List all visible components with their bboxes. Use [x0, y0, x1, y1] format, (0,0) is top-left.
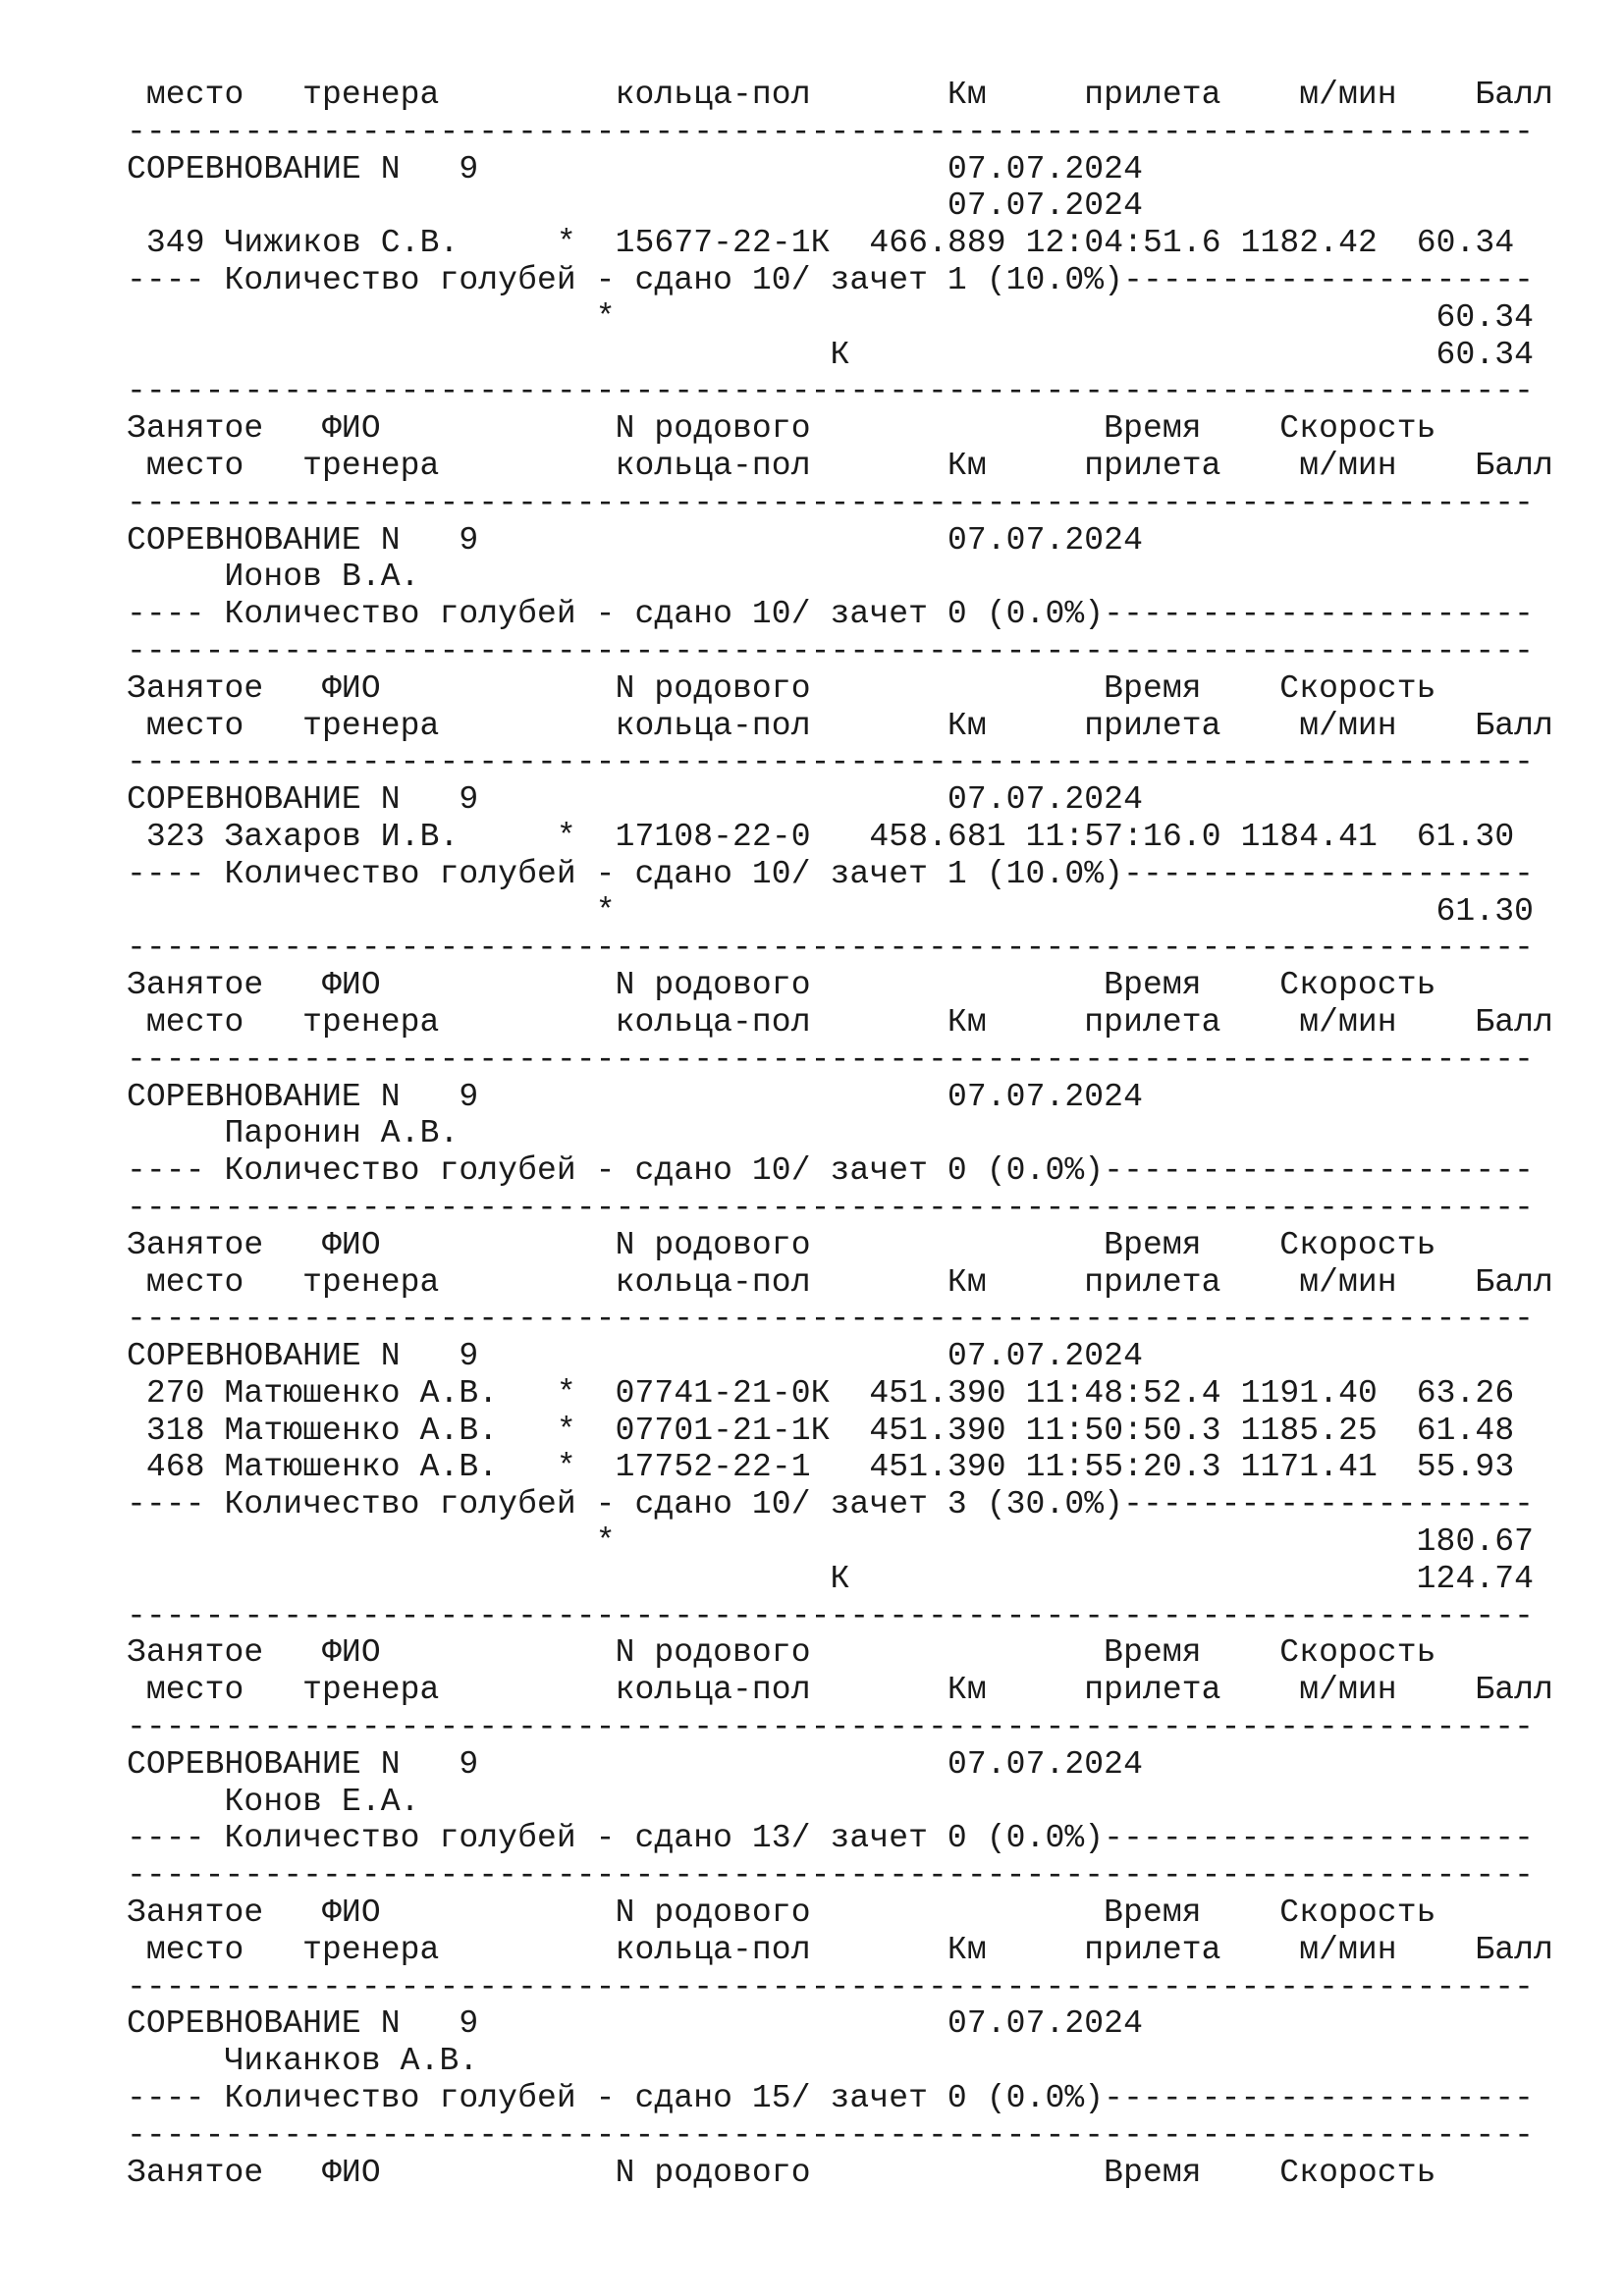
trainer-name: Чижиков С.В.	[224, 225, 460, 262]
competition-title: СОРЕВНОВАНИЕ N 9	[127, 150, 479, 187]
summary-line: ---- Количество голубей - сдано 10/ зачет 0 (0.0%)----------------------	[127, 596, 1535, 633]
competition-date: 07.07.2024	[947, 1078, 1143, 1115]
summary-line: ---- Количество голубей - сдано 10/ зачет 1 (10.0%)---------------------	[127, 855, 1535, 892]
total-line	[127, 337, 1550, 374]
trainer-name: Конов Е.А.	[224, 1783, 420, 1820]
column-header-row-2: место тренера кольца-пол Км прилета м/мин Балл	[127, 1003, 1553, 1041]
column-header-row-2: место тренера кольца-пол Км прилета м/мин Балл	[127, 707, 1553, 744]
ring-number: 17752-22-1	[615, 1449, 811, 1486]
summary-line: ---- Количество голубей - сдано 10/ зачет 1 (10.0%)---------------------	[127, 261, 1535, 298]
score: 60.34	[1416, 225, 1515, 262]
column-header-row-2: место тренера кольца-пол Км прилета м/мин Балл	[127, 1263, 1553, 1301]
rule-line: ------------------------------------------------------------------------	[127, 373, 1535, 410]
competition-line	[127, 2005, 1550, 2043]
rule-line: ------------------------------------------------------------------------	[127, 2116, 1535, 2154]
ring-number: 15677-22-1К	[615, 225, 831, 262]
total-label: К	[830, 336, 850, 373]
distance-km: 466.889	[869, 225, 1006, 262]
competition-line	[127, 1079, 1550, 1116]
competition-date: 07.07.2024	[947, 2005, 1143, 2043]
total-label: *	[595, 298, 616, 336]
result-row	[127, 819, 1550, 856]
speed: 1171.41	[1240, 1449, 1378, 1486]
column-header-row-2: место тренера кольца-пол Км прилета м/мин Балл	[127, 447, 1553, 484]
column-header-row-2: место тренера кольца-пол Км прилета м/мин Балл	[127, 1931, 1553, 1968]
place: 270	[145, 1374, 205, 1412]
rule-line: ------------------------------------------------------------------------	[127, 744, 1535, 781]
total-label: *	[595, 892, 616, 930]
trainer-name-line	[127, 559, 1550, 596]
rule-line: ------------------------------------------------------------------------	[127, 1189, 1535, 1226]
rule-line: ------------------------------------------------------------------------	[127, 1301, 1535, 1338]
total-line	[127, 299, 1550, 337]
place: 468	[145, 1449, 205, 1486]
competition-title: СОРЕВНОВАНИЕ N 9	[127, 1745, 479, 1783]
rule-line: ------------------------------------------------------------------------	[127, 1857, 1535, 1895]
competition-date: 07.07.2024	[947, 781, 1143, 819]
column-header-row-1: Занятое ФИО N родового Время Скорость	[127, 410, 1436, 448]
score: 61.48	[1416, 1412, 1515, 1449]
result-row	[127, 1375, 1550, 1413]
competition-date: 07.07.2024	[947, 1338, 1143, 1375]
competition-title: СОРЕВНОВАНИЕ N 9	[127, 1078, 479, 1115]
rule-line: ------------------------------------------------------------------------	[127, 930, 1535, 967]
column-header-row-1: Занятое ФИО N родового Время Скорость	[127, 1226, 1436, 1263]
column-header-row-2: место тренера кольца-пол Км прилета м/мин Балл	[127, 1672, 1553, 1709]
place: 323	[145, 818, 205, 855]
score: 61.30	[1416, 818, 1515, 855]
distance-km: 458.681	[869, 818, 1006, 855]
summary-line: ---- Количество голубей - сдано 10/ зачет 3 (30.0%)---------------------	[127, 1486, 1535, 1523]
speed: 1185.25	[1240, 1412, 1378, 1449]
arrival-time: 11:48:52.4	[1025, 1374, 1221, 1412]
summary-line: ---- Количество голубей - сдано 13/ зачет 0 (0.0%)----------------------	[127, 1820, 1535, 1857]
trainer-name: Матюшенко А.В.	[224, 1449, 499, 1486]
rule-line: ------------------------------------------------------------------------	[127, 484, 1535, 521]
total-line	[127, 1561, 1550, 1598]
competition-line	[127, 1338, 1550, 1375]
rule-line: ------------------------------------------------------------------------	[127, 1041, 1535, 1078]
place: 349	[145, 225, 205, 262]
score: 63.26	[1416, 1374, 1515, 1412]
competition-title: СОРЕВНОВАНИЕ N 9	[127, 781, 479, 819]
distance-km: 451.390	[869, 1449, 1006, 1486]
credit-mark: *	[556, 225, 576, 262]
total-value: 180.67	[1416, 1523, 1535, 1561]
competition-date-line	[127, 187, 1550, 225]
speed: 1182.42	[1240, 225, 1378, 262]
competition-title: СОРЕВНОВАНИЕ N 9	[127, 521, 479, 559]
trainer-name: Матюшенко А.В.	[224, 1374, 499, 1412]
column-header-row-1: Занятое ФИО N родового Время Скорость	[127, 1895, 1436, 1932]
ring-number: 17108-22-0	[615, 818, 811, 855]
total-value: 124.74	[1416, 1560, 1535, 1597]
credit-mark: *	[556, 1412, 576, 1449]
column-header-row-1: Занятое ФИО N родового Время Скорость	[127, 2154, 1436, 2191]
competition-date: 07.07.2024	[947, 521, 1143, 559]
trainer-name: Паронин А.В.	[224, 1115, 460, 1152]
result-row	[127, 1413, 1550, 1450]
competition-line	[127, 1746, 1550, 1784]
speed: 1191.40	[1240, 1374, 1378, 1412]
competition-date: 07.07.2024	[947, 1745, 1143, 1783]
credit-mark: *	[556, 1374, 576, 1412]
arrival-time: 11:50:50.3	[1025, 1412, 1221, 1449]
trainer-name-line	[127, 1784, 1550, 1821]
distance-km: 451.390	[869, 1374, 1006, 1412]
competition-date: 07.07.2024	[947, 150, 1143, 187]
column-header-row-1: Занятое ФИО N родового Время Скорость	[127, 967, 1436, 1004]
trainer-name: Ионов В.А.	[224, 559, 420, 596]
arrival-time: 12:04:51.6	[1025, 225, 1221, 262]
trainer-name: Чиканков А.В.	[224, 2043, 479, 2080]
total-value: 60.34	[1435, 336, 1535, 373]
speed: 1184.41	[1240, 818, 1378, 855]
ring-number: 07741-21-0К	[615, 1374, 831, 1412]
place: 318	[145, 1412, 205, 1449]
credit-mark: *	[556, 818, 576, 855]
trainer-name: Захаров И.В.	[224, 818, 460, 855]
arrival-time: 11:55:20.3	[1025, 1449, 1221, 1486]
competition-title: СОРЕВНОВАНИЕ N 9	[127, 1338, 479, 1375]
rule-line: ------------------------------------------------------------------------	[127, 1597, 1535, 1634]
total-value: 61.30	[1435, 892, 1535, 930]
competition-title: СОРЕВНОВАНИЕ N 9	[127, 2005, 479, 2043]
trainer-name-line	[127, 1115, 1550, 1152]
rule-line: ------------------------------------------------------------------------	[127, 1709, 1535, 1746]
competition-line	[127, 781, 1550, 819]
ring-number: 07701-21-1К	[615, 1412, 831, 1449]
credit-mark: *	[556, 1449, 576, 1486]
total-line	[127, 893, 1550, 931]
summary-line: ---- Количество голубей - сдано 15/ зачет 0 (0.0%)----------------------	[127, 2080, 1535, 2117]
result-row	[127, 225, 1550, 262]
column-header-row-1: Занятое ФИО N родового Время Скорость	[127, 669, 1436, 707]
arrival-time: 11:57:16.0	[1025, 818, 1221, 855]
total-line	[127, 1523, 1550, 1561]
column-header-row-2: место тренера кольца-пол Км прилета м/мин Балл	[127, 77, 1553, 113]
rule-line: ------------------------------------------------------------------------	[127, 632, 1535, 669]
total-label: К	[830, 1560, 850, 1597]
trainer-name: Матюшенко А.В.	[224, 1412, 499, 1449]
rule-line: ------------------------------------------------------------------------	[127, 1968, 1535, 2005]
trainer-name-line	[127, 2043, 1550, 2080]
summary-line: ---- Количество голубей - сдано 10/ зачет 0 (0.0%)----------------------	[127, 1152, 1535, 1190]
competition-line	[127, 522, 1550, 560]
result-row	[127, 1449, 1550, 1486]
score: 55.93	[1416, 1449, 1515, 1486]
rule-line: ------------------------------------------------------------------------	[127, 113, 1535, 150]
total-value: 60.34	[1435, 298, 1535, 336]
distance-km: 451.390	[869, 1412, 1006, 1449]
total-label: *	[595, 1523, 616, 1561]
column-header-row-1: Занятое ФИО N родового Время Скорость	[127, 1634, 1436, 1672]
results-report	[127, 77, 1553, 2191]
competition-line	[127, 151, 1550, 188]
competition-date: 07.07.2024	[947, 187, 1143, 225]
